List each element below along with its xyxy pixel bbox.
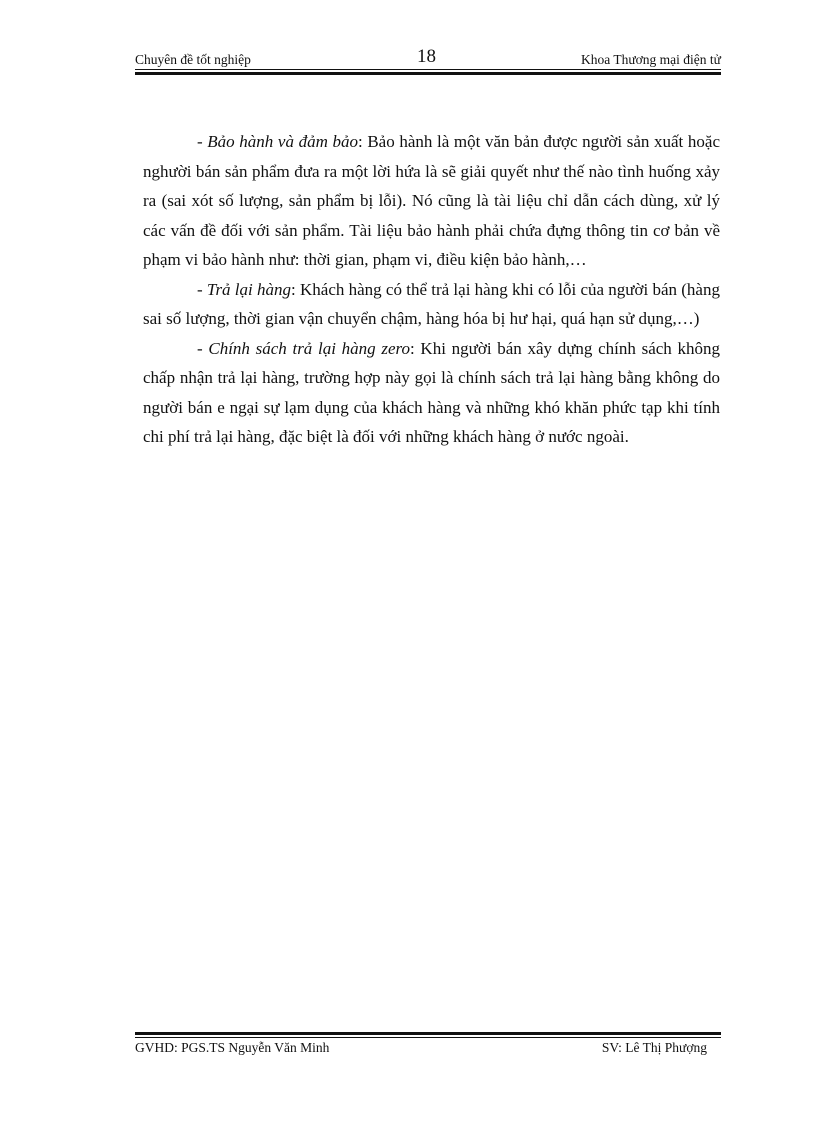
paragraph-text: : Bảo hành là một văn bản được người sản xuất hoặc nghười bán sản phẩm đưa ra một lời hứa là sẽ giải quyết như thế nào tình huống xảy ra (sai xót số lượng, sản phẩm bị lỗi). Nó cũng là tài liệu chỉ dẫn cách dùng, xử lý các vấn đề đối với sản phẩm. Tài liệu bảo hành phải chứa đựng thông tin cơ bản về phạm vi bảo hành như: thời gian, phạm vi, điều kiện bảo hành,… xyxy=(143,132,720,269)
term-zero-returns: Chính sách trả lại hàng zero xyxy=(208,338,410,358)
term-returns: Trả lại hàng xyxy=(206,279,292,299)
header-rule-thin xyxy=(135,69,721,70)
page-number: 18 xyxy=(417,46,436,67)
body-text xyxy=(143,127,720,452)
footer-student: SV: Lê Thị Phượng xyxy=(601,1040,707,1055)
paragraph-text: : Khi người bán xây dựng chính sách không chấp nhận trả lại hàng, trường hợp này gọi là chính sách trả lại hàng bằng không do người bán e ngại sự lạm dụng của khách hàng và những khó khăn phức tạp khi tính chi phí trả lại hàng, đặc biệt là đối với những khách hàng ở nước ngoài. xyxy=(143,338,720,446)
header-document-type: Chuyên đề tốt nghiệp xyxy=(135,52,251,67)
header-faculty: Khoa Thương mại điện tử xyxy=(580,52,721,67)
footer-rule-thick xyxy=(135,1032,721,1035)
paragraph-prefix: - xyxy=(197,132,208,151)
term-warranty: Bảo hành và đảm bảo xyxy=(207,132,358,151)
paragraph-prefix: - xyxy=(197,279,207,299)
footer-rule-thin xyxy=(135,1037,721,1038)
paragraph-text: : Khách hàng có thể trả lại hàng khi có lỗi của người bán (hàng sai số lượng, thời gian vận chuyển chậm, hàng hóa bị hư hại, quá hạn sử dụng,…) xyxy=(143,279,720,328)
paragraph-warranty xyxy=(143,127,720,275)
paragraph-returns xyxy=(143,275,720,334)
paragraph-prefix: - xyxy=(197,338,209,358)
header-rule-thick xyxy=(135,72,721,75)
footer-supervisor: GVHD: PGS.TS Nguyễn Văn Minh xyxy=(135,1040,330,1055)
paragraph-zero-returns xyxy=(143,334,720,452)
